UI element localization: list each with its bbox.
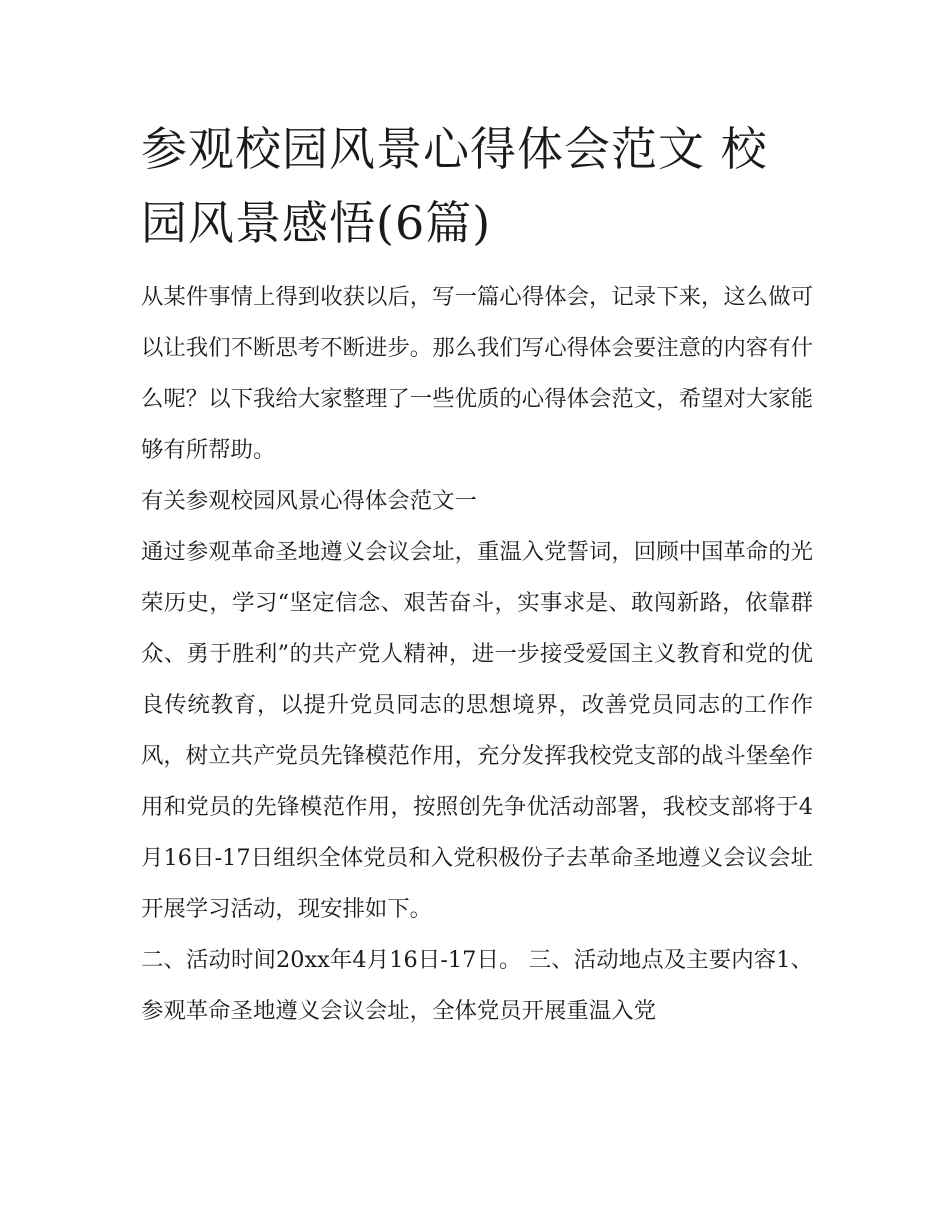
document-body xyxy=(141,112,813,1037)
intro-paragraph: 从某件事情上得到收获以后，写一篇心得体会，记录下来，这么做可以让我们不断思考不断进步。那么我们写心得体会要注意的内容有什么呢？以下我给大家整理了一些优质的心得体会范文，希望对大家能够有所帮助。 xyxy=(141,284,813,463)
section-heading: 有关参观校园风景心得体会范文一 xyxy=(141,488,477,514)
body-paragraph-1: 通过参观革命圣地遵义会议会址，重温入党誓词，回顾中国革命的光荣历史，学习“坚定信念、艰苦奋斗，实事求是、敢闯新路，依靠群众、勇于胜利”的共产党人精神，进一步接受爱国主义教育和党的优良传统教育，以提升党员同志的思想境界，改善党员同志的工作作风，树立共产党员先锋模范作用，充分发挥我校党支部的战斗堡垒作用和党员的先锋模范作用，按照创先争优活动部署，我校支部将于4月16日-17日组织全体党员和入党积极份子去革命圣地遵义会议会址开展学习活动，现安排如下。 xyxy=(141,539,813,922)
body-paragraph-2: 二、活动时间20xx年4月16日-17日。 三、活动地点及主要内容1、参观革命圣地遵义会议会址，全体党员开展重温入党 xyxy=(141,947,813,1024)
document-title: 参观校园风景心得体会范文 校园风景感悟(6篇) xyxy=(141,122,768,250)
